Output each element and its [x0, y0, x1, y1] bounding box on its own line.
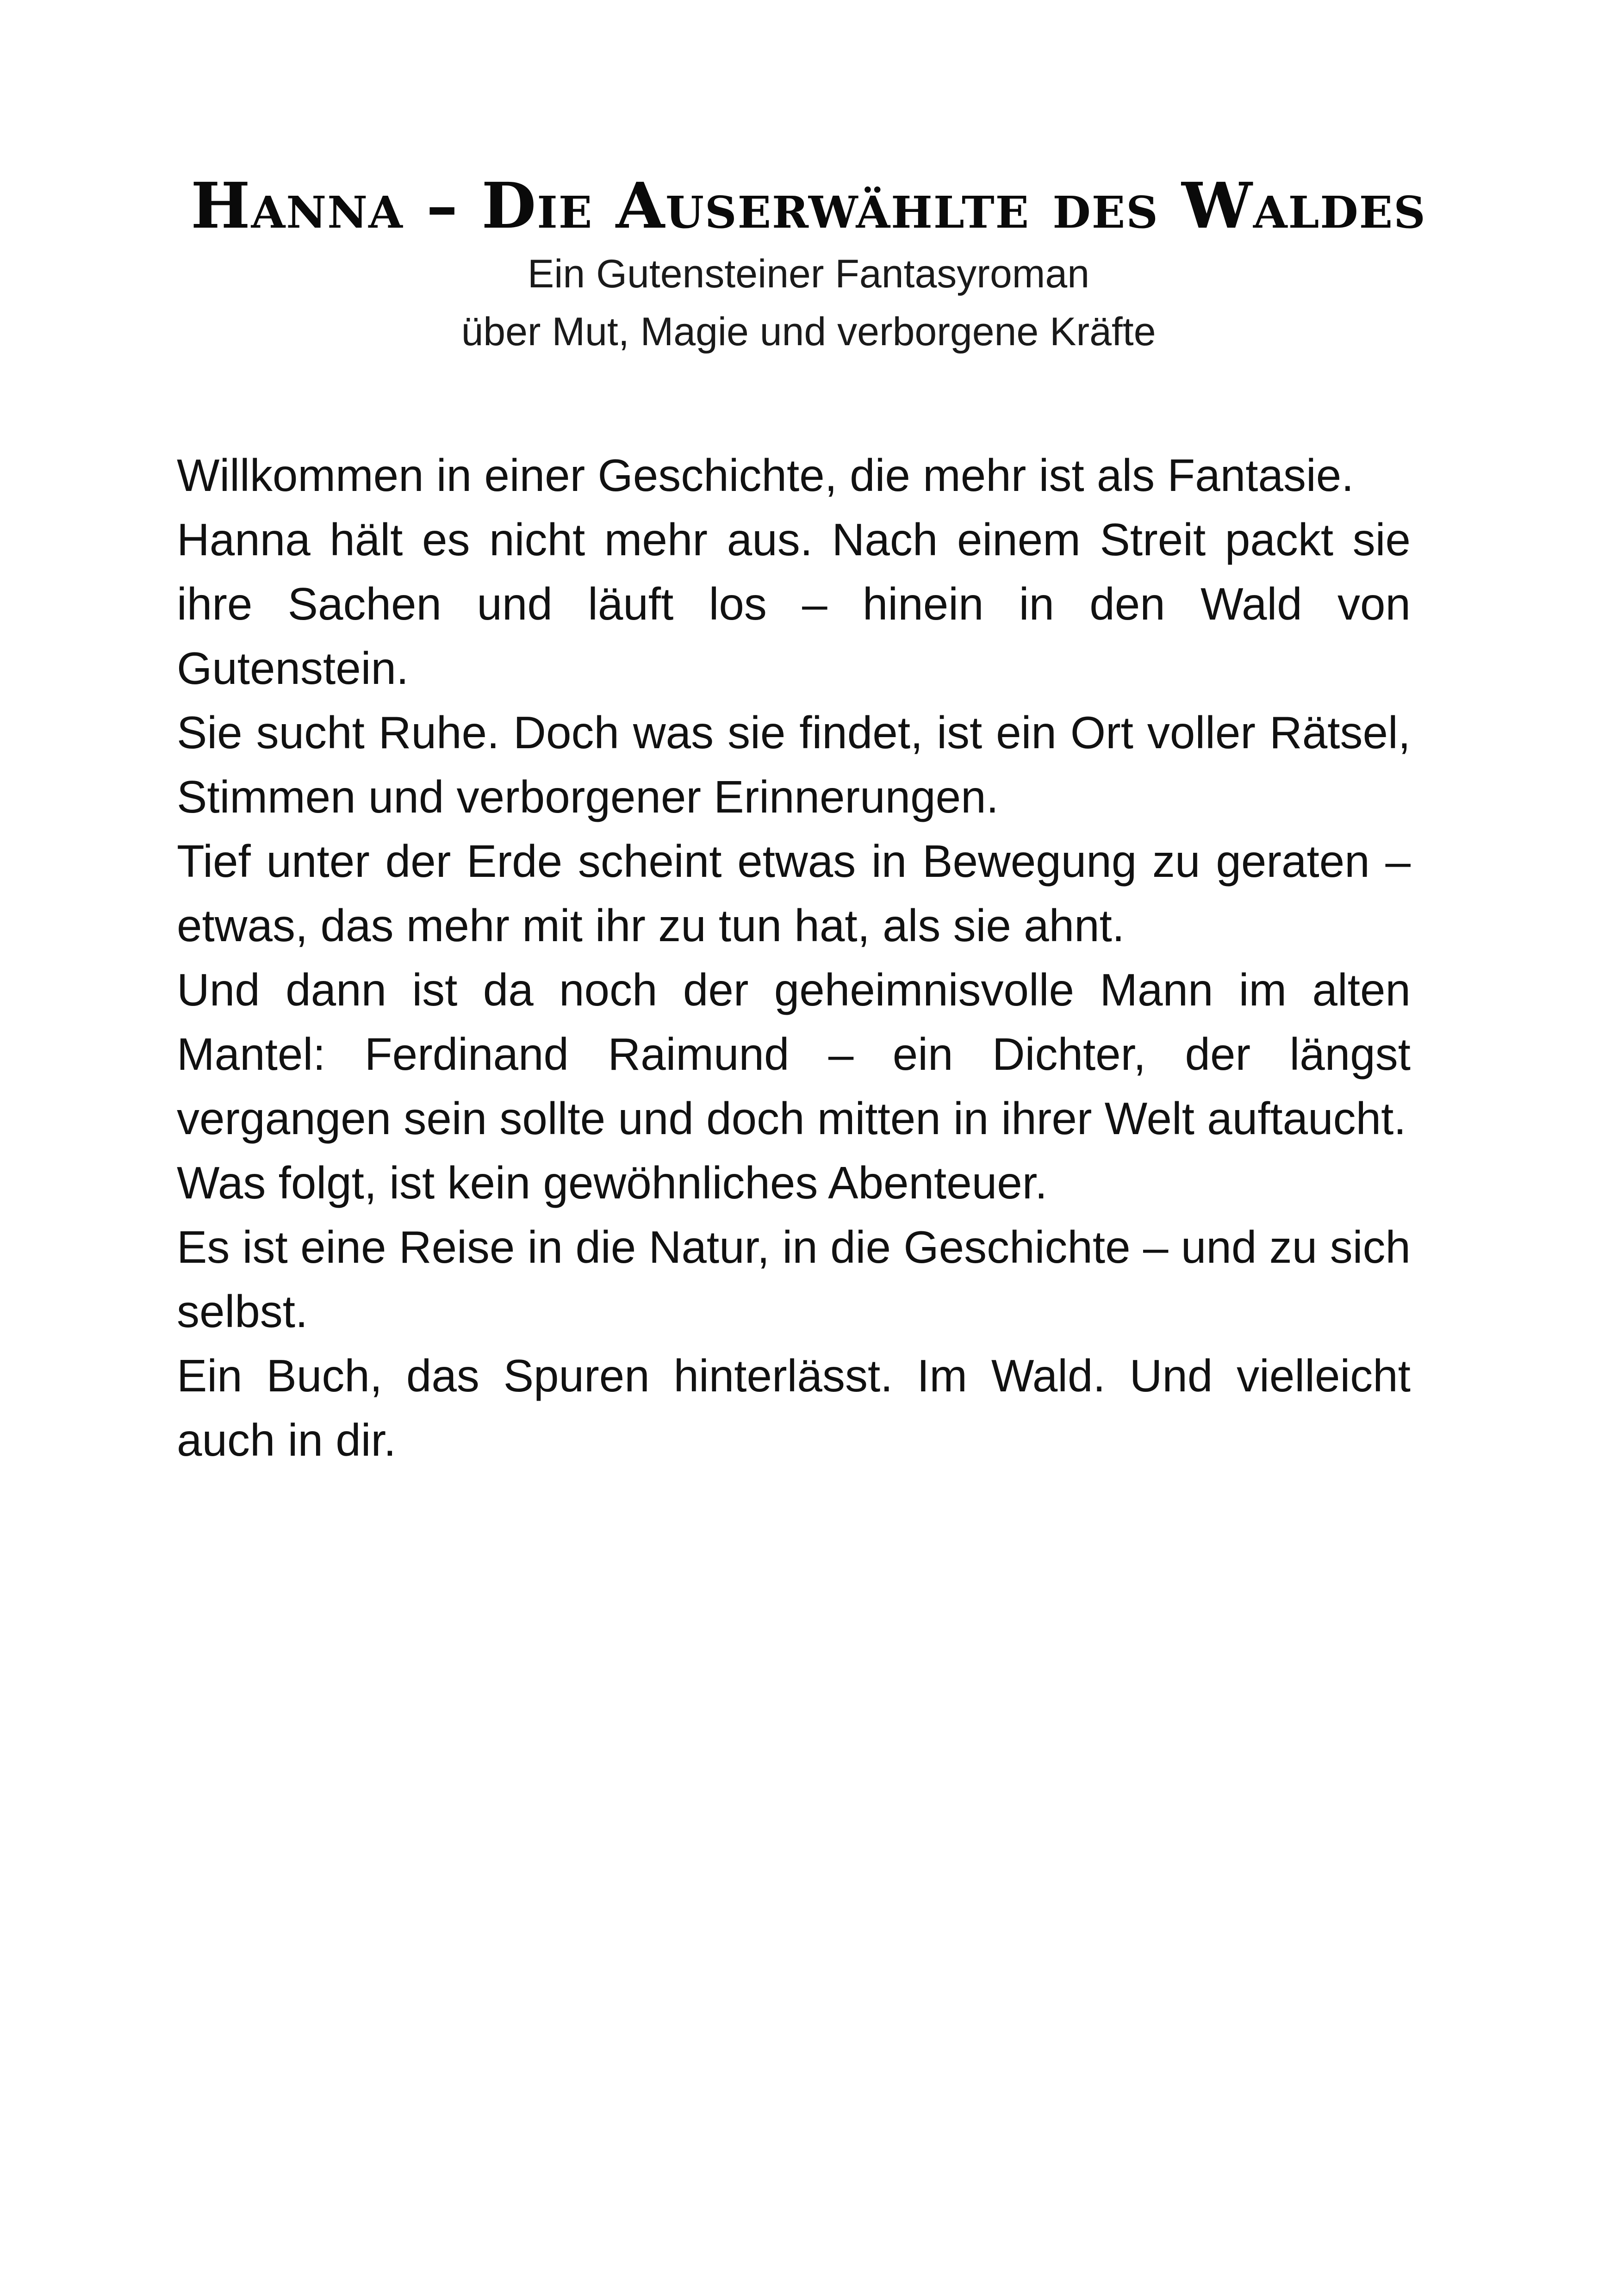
header — [0, 167, 1617, 361]
paragraph-welcome: Willkommen in einer Geschichte, die mehr ist als Fantasie. — [177, 450, 1354, 501]
paragraph-traces: Ein Buch, das Spuren hinterlässt. Im Wald. Und vielleicht auch in dir. — [177, 1350, 1411, 1465]
paragraph-ferdinand-raimund: Und dann ist da noch der geheimnisvolle Mann im alten Mantel: Ferdinand Raimund – ein Dichter, der längst vergangen sein sollte und doch mitten in ihrer Welt auftaucht. — [177, 964, 1411, 1144]
subtitle-line-1: Ein Gutensteiner Fantasyroman — [527, 252, 1090, 296]
paragraph-journey: Es ist eine Reise in die Natur, in die Geschichte – und zu sich selbst. — [177, 1222, 1411, 1337]
blurb-text — [177, 443, 1411, 1472]
paragraph-hanna-leaves: Hanna hält es nicht mehr aus. Nach einem Streit packt sie ihre Sachen und läuft los – hinein in den Wald von Gutenstein. — [177, 514, 1411, 694]
paragraph-underground: Tief unter der Erde scheint etwas in Bewegung zu geraten – etwas, das mehr mit ihr zu tun hat, als sie ahnt. — [177, 836, 1411, 951]
book-title: Hanna – Die Auserwählte des Waldes — [191, 169, 1426, 243]
paragraph-seeks-rest: Sie sucht Ruhe. Doch was sie findet, ist ein Ort voller Rätsel, Stimmen und verborgener Erinnerungen. — [177, 707, 1411, 822]
paragraph-adventure: Was folgt, ist kein gewöhnliches Abenteuer. — [177, 1157, 1048, 1208]
subtitle-line-2: über Mut, Magie und verborgene Kräfte — [461, 310, 1156, 354]
